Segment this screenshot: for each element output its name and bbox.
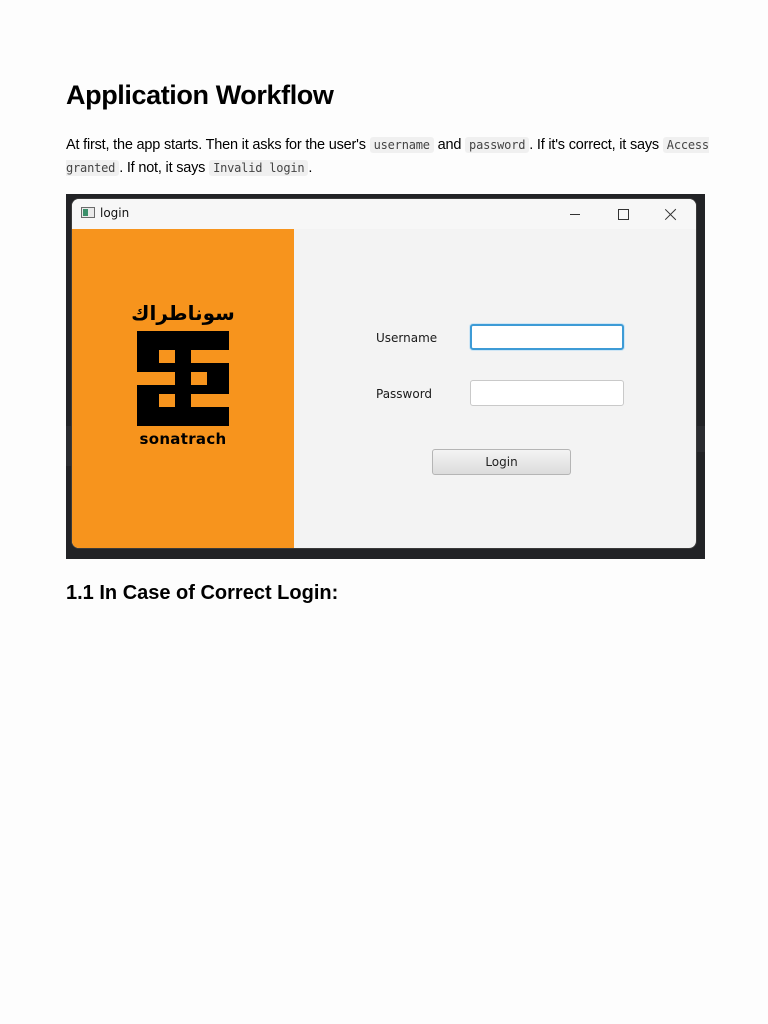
sonatrach-logo-icon	[137, 331, 229, 426]
login-window	[72, 199, 696, 548]
intro-text-3: . If it's correct, it says	[529, 137, 663, 153]
code-invalid-login: Invalid login	[209, 160, 308, 176]
maximize-button[interactable]	[600, 199, 646, 229]
intro-text-2: and	[433, 137, 466, 153]
section-heading: 1.1 In Case of Correct Login:	[66, 582, 339, 604]
intro-text-5: .	[308, 160, 313, 176]
username-input[interactable]	[470, 324, 624, 350]
intro-text-4: . If not, it says	[119, 160, 210, 176]
close-button[interactable]	[648, 199, 694, 229]
password-input[interactable]	[470, 380, 624, 406]
intro-paragraph	[66, 134, 716, 180]
password-label: Password	[376, 387, 433, 401]
login-button[interactable]: Login	[432, 449, 571, 475]
minimize-icon	[570, 214, 580, 215]
window-titlebar[interactable]	[72, 199, 696, 229]
login-screenshot	[66, 194, 705, 559]
document-title: Application Workflow	[66, 80, 334, 110]
minimize-button[interactable]	[552, 199, 598, 229]
code-username: username	[370, 137, 434, 153]
code-password: password	[465, 137, 529, 153]
intro-text-1: At first, the app starts. Then it asks for the user's	[66, 137, 370, 153]
app-window-icon	[81, 207, 95, 218]
logo-wordmark: sonatrach	[139, 430, 227, 448]
maximize-icon	[618, 209, 629, 220]
close-icon	[665, 208, 677, 220]
background-editor-strip-right	[696, 426, 705, 452]
logo-arabic-text: سوناطراك	[131, 301, 235, 325]
username-label: Username	[376, 331, 438, 345]
sonatrach-logo-panel	[72, 229, 294, 548]
window-title: login	[100, 206, 130, 220]
code-access-granted: Access granted	[66, 138, 709, 175]
